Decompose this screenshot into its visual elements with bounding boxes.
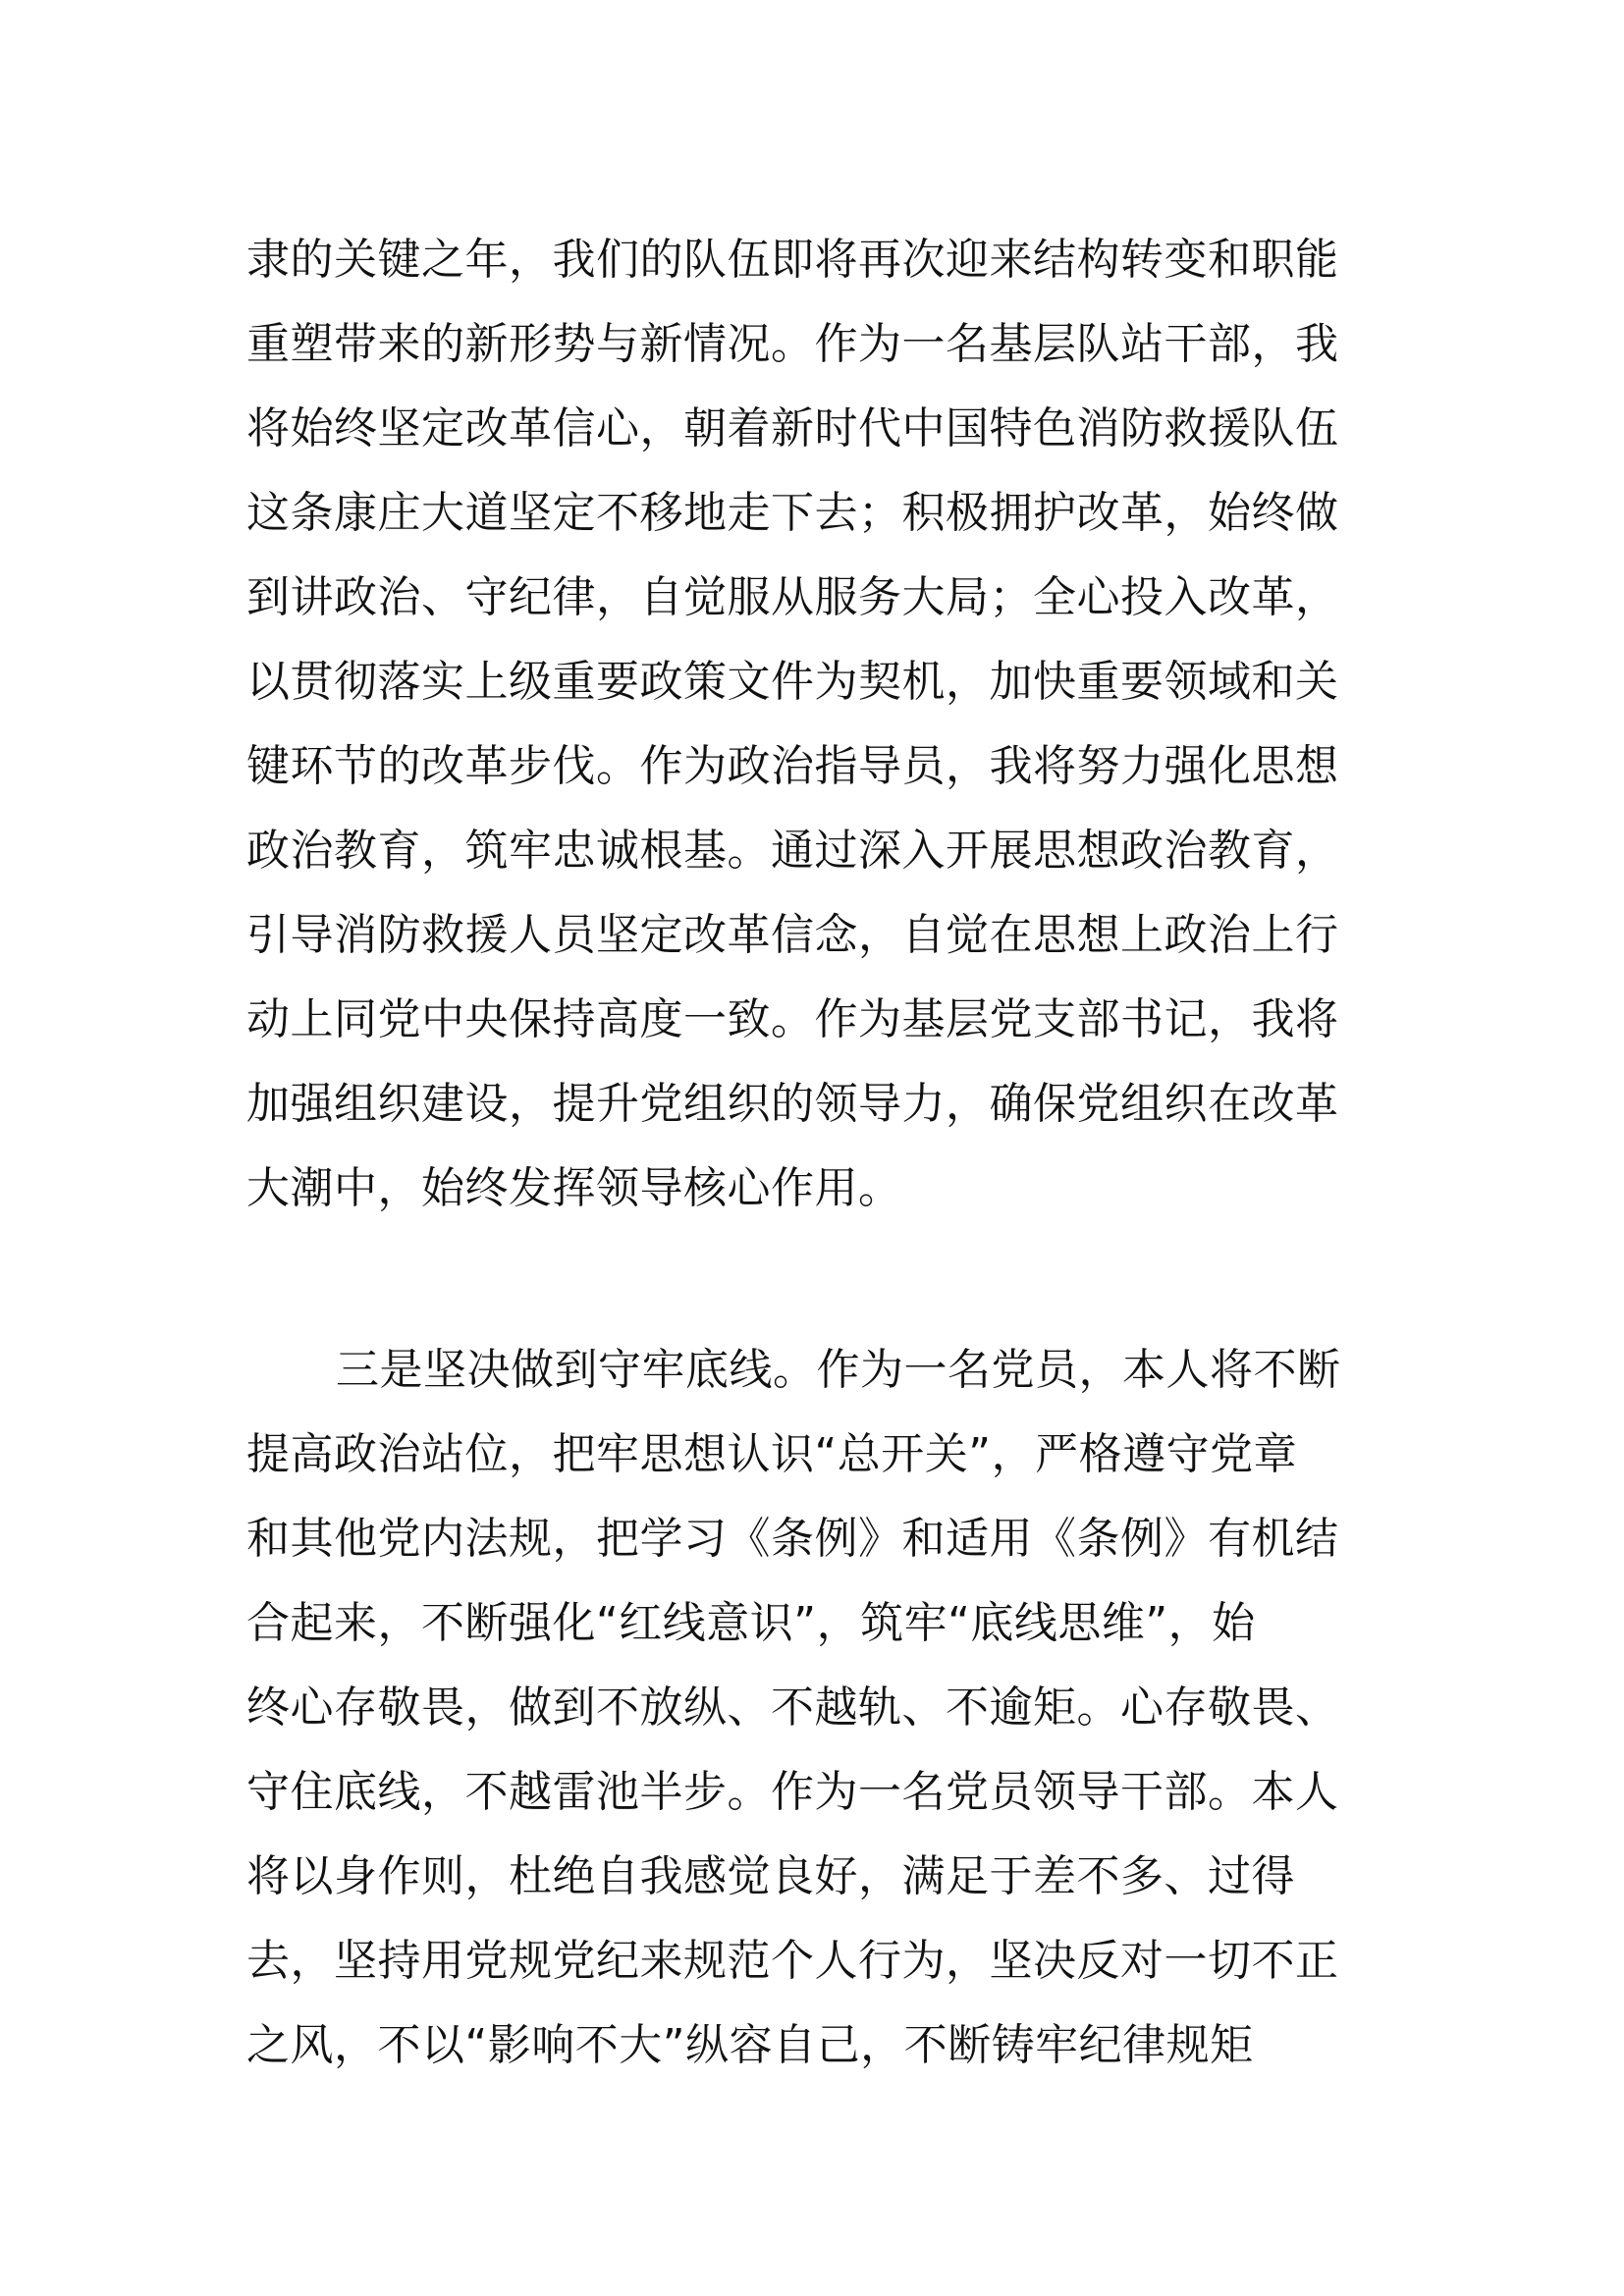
text-line: 这条康庄大道坚定不移地走下去；积极拥护改革，始终做 — [246, 488, 1339, 538]
text-line: 重塑带来的新形势与新情况。作为一名基层队站干部，我 — [246, 319, 1339, 369]
text-line-first: 三是坚决做到守牢底线。作为一名党员，本人将不断 — [336, 1345, 1341, 1395]
text-line: 键环节的改革步伐。作为政治指导员，我将努力强化思想 — [246, 741, 1339, 791]
text-line: 动上同党中央保持高度一致。作为基层党支部书记，我将 — [246, 994, 1339, 1044]
text-line: 到讲政治、守纪律，自觉服从服务大局；全心投入改革， — [246, 572, 1339, 622]
text-line: 终心存敬畏，做到不放纵、不越轨、不逾矩。心存敬畏、 — [246, 1682, 1339, 1733]
text-line: 隶的关键之年，我们的队伍即将再次迎来结构转变和职能 — [246, 235, 1339, 285]
text-line: 合起来，不断强化“红线意识”，筑牢“底线思维”，始 — [246, 1598, 1256, 1648]
text-line: 加强组织建设，提升党组织的领导力，确保党组织在改革 — [246, 1079, 1339, 1129]
text-line: 将以身作则，杜绝自我感觉良好，满足于差不多、过得 — [246, 1851, 1295, 1901]
text-line: 和其他党内法规，把学习《条例》和适用《条例》有机结 — [246, 1514, 1339, 1564]
text-line: 之风，不以“影响不大”纵容自己，不断铸牢纪律规矩 — [246, 2020, 1254, 2070]
text-line: 大潮中，始终发挥领导核心作用。 — [246, 1163, 902, 1213]
text-line: 以贯彻落实上级重要政策文件为契机，加快重要领域和关 — [246, 657, 1339, 707]
text-line: 引导消防救援人员坚定改革信念，自觉在思想上政治上行 — [246, 910, 1339, 960]
paragraph-bottom-line — [246, 1328, 1385, 2088]
text-line: 去，坚持用党规党纪来规范个人行为，坚决反对一切不正 — [246, 1936, 1339, 1986]
text-line: 政治教育，筑牢忠诚根基。通过深入开展思想政治教育， — [246, 826, 1339, 876]
text-line: 守住底线，不越雷池半步。作为一名党员领导干部。本人 — [246, 1767, 1339, 1817]
text-line: 提高政治站位，把牢思想认识“总开关”，严格遵守党章 — [246, 1429, 1298, 1479]
text-line: 将始终坚定改革信心，朝着新时代中国特色消防救援队伍 — [246, 403, 1339, 454]
paragraph-continued — [246, 218, 1385, 1231]
